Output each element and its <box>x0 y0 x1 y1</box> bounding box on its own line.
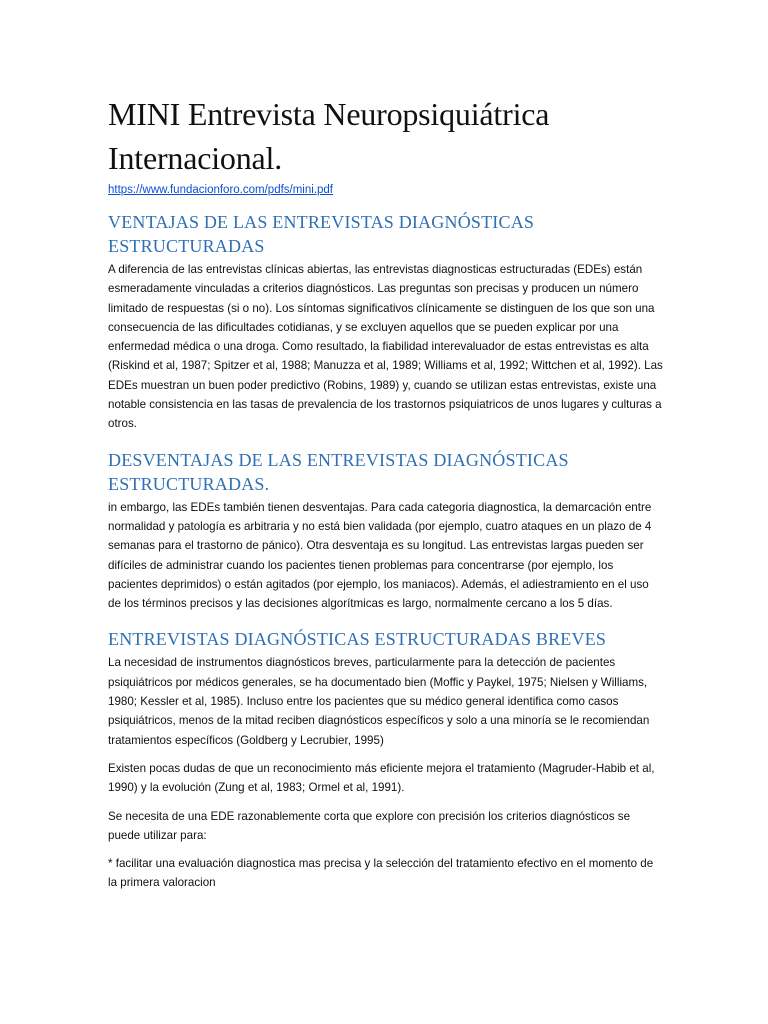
paragraph: in embargo, las EDEs también tienen desventajas. Para cada categoria diagnostica, la demarcación entre normalidad y patología es arbitraria y no está bien validada (por ejemplo, cuatro ataques en un plazo de 4 semanas para el trastorno de pánico). Otra desventaja es su longitud. Las entrevistas largas pueden ser difíciles de administrar cuando los pacientes tienen problemas para concentrarse (por ejemplo, los pacientes deprimidos) o están agitados (por ejemplo, los maniacos). Además, el adiestramiento en el uso de los términos precisos y las decisiones algorítmicas es largo, normalmente cercano a los 5 días. <box>108 500 652 611</box>
document-title: MINI Entrevista Neuropsiquiátrica Internacional. <box>108 96 550 176</box>
paragraph: A diferencia de las entrevistas clínicas abiertas, las entrevistas diagnosticas estructuradas (EDEs) están esmeradamente vinculadas a criterios diagnósticos. Las preguntas son precisas y producen un número limitado de respuestas (si o no). Los síntomas significativos clínicamente se distinguen de los que son una consecuencia de las dificultades cotidianas, y se excluyen aquellos que se pueden explicar por una enfermedad médica o una droga. Como resultado, la fiabilidad interevaluador de estas entrevistas es alta (Riskind et al, 1987; Spitzer et al, 1988; Manuzza et al, 1989; Williams et al, 1992; Wittchen et al, 1992). Las EDEs muestran un buen poder predictivo (Robins, 1989) y, cuando se utilizan estas entrevistas, existe una notable consistencia en las tasas de prevalencia de los trastornos psiquiatricos de unos lugares y culturas a otros. <box>108 263 663 431</box>
source-link[interactable]: https://www.fundacionforo.com/pdfs/mini.pdf <box>108 184 333 196</box>
section-ventajas <box>108 210 664 434</box>
section-desventajas <box>108 448 664 614</box>
paragraph: Existen pocas dudas de que un reconocimiento más eficiente mejora el tratamiento (Magruder-Habib et al, 1990) y la evolución (Zung et al, 1983; Ormel et al, 1991). <box>108 761 655 795</box>
document-page <box>108 92 664 907</box>
section-heading: VENTAJAS DE LAS ENTREVISTAS DIAGNÓSTICAS ESTRUCTURADAS <box>108 212 535 256</box>
paragraph: * facilitar una evaluación diagnostica mas precisa y la selección del tratamiento efectivo en el momento de la primera valoracion <box>108 857 654 890</box>
paragraph: La necesidad de instrumentos diagnósticos breves, particularmente para la detección de pacientes psiquiátricos por médicos generales, se ha documentado bien (Moffic y Paykel, 1975; Nielsen y Williams, 1980; Kessler et al, 1985). Incluso entre los pacientes que su médico general identifica como casos psiquiátricos, menos de la mitad reciben diagnósticos específicos y solo a una minoría se le recomiendan tratamientos específicos (Goldberg y Lecrubier, 1995) <box>108 656 650 747</box>
section-heading: DESVENTAJAS DE LAS ENTREVISTAS DIAGNÓSTICAS ESTRUCTURADAS. <box>108 449 569 494</box>
section-breves <box>108 627 664 892</box>
section-heading: ENTREVISTAS DIAGNÓSTICAS ESTRUCTURADAS BREVES <box>108 629 607 650</box>
paragraph: Se necesita de una EDE razonablemente corta que explore con precisión los criterios diagnósticos se puede utilizar para: <box>108 809 631 842</box>
